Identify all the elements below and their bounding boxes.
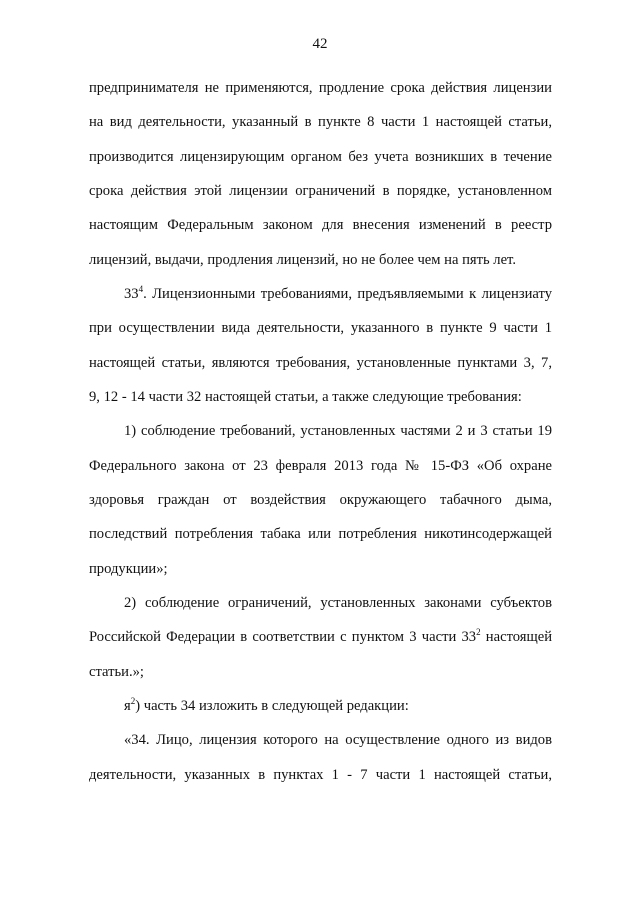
text-run: срока действия этой лицензии ограничений в порядке, установленном bbox=[89, 183, 552, 199]
text-line bbox=[89, 765, 552, 785]
text-run: лицензий, выдачи, продления лицензий, но не более чем на пять лет. bbox=[89, 252, 516, 268]
text-line bbox=[89, 559, 552, 579]
text-run: я bbox=[124, 698, 131, 714]
text-line bbox=[89, 490, 552, 510]
text-run: настоящей bbox=[480, 629, 553, 645]
text-line bbox=[89, 627, 552, 647]
superscript: 2 bbox=[476, 627, 481, 638]
page-number: 42 bbox=[312, 36, 328, 52]
text-run: ) часть 34 изложить в следующей редакции: bbox=[135, 698, 409, 714]
text-run: при осуществлении вида деятельности, указанного в пункте 9 части 1 bbox=[89, 320, 552, 336]
text-run: 1) соблюдение требований, установленных частями 2 и 3 статьи 19 bbox=[124, 423, 552, 439]
text-line bbox=[124, 696, 552, 716]
text-run: 2) соблюдение ограничений, установленных законами субъектов bbox=[124, 595, 552, 611]
text-run: настоящей статьи, являются требования, установленные пунктами 3, 7, bbox=[89, 355, 552, 371]
text-run: производится лицензирующим органом без учета возникших в течение bbox=[89, 149, 552, 165]
text-line bbox=[89, 387, 552, 407]
superscript: 2 bbox=[130, 696, 136, 707]
text-run: последствий потребления табака или потребления никотинсодержащей bbox=[89, 526, 552, 542]
text-line bbox=[124, 421, 552, 441]
text-line bbox=[89, 112, 552, 132]
text-line bbox=[89, 318, 552, 338]
text-line bbox=[124, 730, 552, 750]
superscript: 4 bbox=[138, 284, 144, 295]
text-line bbox=[89, 181, 552, 201]
text-run: продукции»; bbox=[89, 561, 168, 577]
text-line bbox=[89, 662, 552, 682]
text-run: 33 bbox=[124, 286, 139, 302]
text-run: «34. Лицо, лицензия которого на осуществление одного из видов bbox=[124, 732, 552, 748]
text-line bbox=[89, 215, 552, 235]
text-run: 9, 12 - 14 части 32 настоящей статьи, а также следующие требования: bbox=[89, 389, 522, 405]
text-run: предпринимателя не применяются, продление срока действия лицензии bbox=[89, 80, 552, 96]
text-line bbox=[89, 78, 552, 98]
text-line bbox=[89, 524, 552, 544]
text-run: настоящим Федеральным законом для внесения изменений в реестр bbox=[89, 217, 552, 233]
text-run: статьи.»; bbox=[89, 664, 144, 680]
text-line bbox=[89, 250, 552, 270]
text-run: здоровья граждан от воздействия окружающего табачного дыма, bbox=[89, 492, 552, 508]
text-line bbox=[124, 593, 552, 613]
text-run: Федерального закона от 23 февраля 2013 года № 15-ФЗ «Об охране bbox=[89, 458, 552, 474]
text-run: на вид деятельности, указанный в пункте 8 части 1 настоящей статьи, bbox=[89, 114, 552, 130]
text-run: деятельности, указанных в пунктах 1 - 7 части 1 настоящей статьи, bbox=[89, 767, 552, 783]
text-line bbox=[89, 456, 552, 476]
text-run: Российской Федерации в соответствии с пунктом 3 части 33 bbox=[89, 629, 477, 645]
text-line bbox=[89, 353, 552, 373]
text-line bbox=[124, 284, 552, 304]
text-line bbox=[89, 147, 552, 167]
text-run: . Лицензионными требованиями, предъявляемыми к лицензиату bbox=[143, 286, 552, 302]
